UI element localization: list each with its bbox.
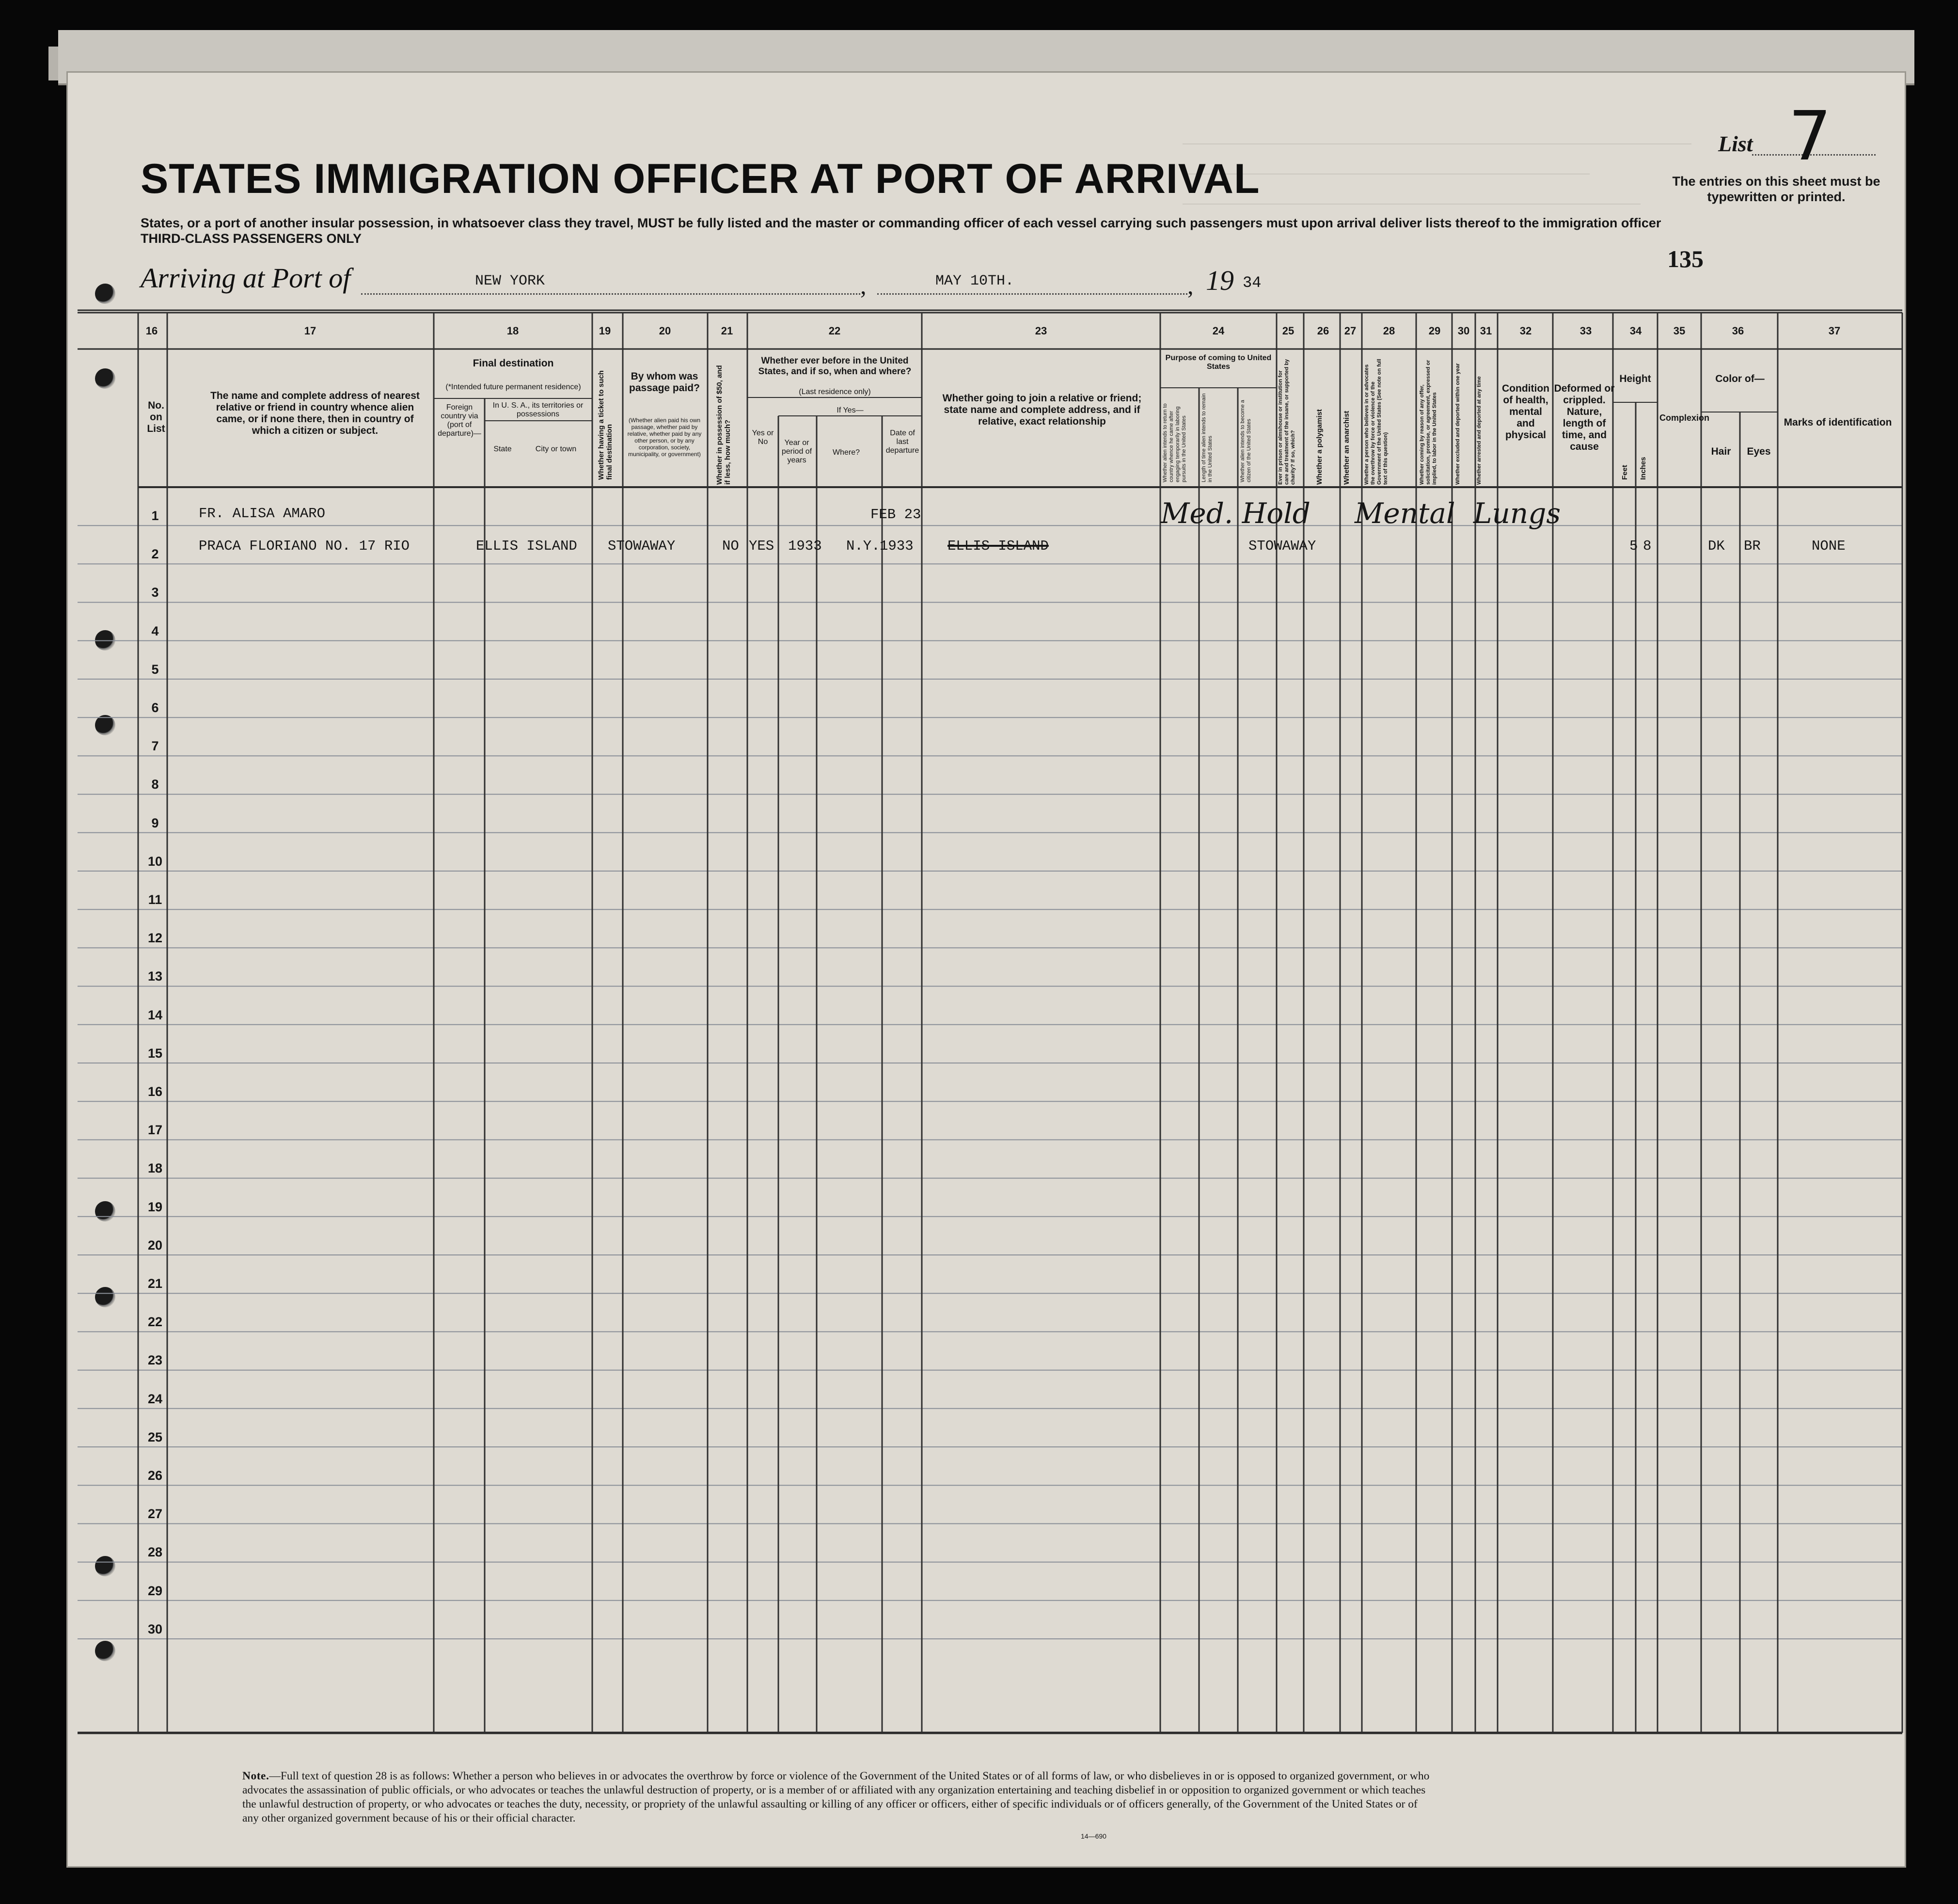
row-number: 18 <box>147 1161 163 1176</box>
row-number: 3 <box>151 585 159 600</box>
year-period-value: 1933 <box>788 538 822 554</box>
where-value: N.Y. <box>846 538 880 554</box>
column-number: 34 <box>1629 325 1642 337</box>
typewritten-notice: The entries on this sheet must be typewritten or printed. <box>1672 174 1880 204</box>
header-eyes: Eyes <box>1747 446 1771 457</box>
header-labor-offer: Whether coming by reason of any offer, solicitation, promise, or agreement, expressed or implied, to labor in the United States <box>1419 360 1437 485</box>
column-number: 16 <box>145 325 158 337</box>
note-text: —Full text of question 28 is as follows: Whether a person who believes in or advocates the overthrow by force or violence of the Government of the United States or of all forms of law, or who disbelieves in or is opposed to organized government, or who advocates the assassination of public officials, or who advocates or teaches the unlawful destruction of property, or is a member of or affiliated with any organization entertaining and teaching disbelief in or opposition to organized government or which teaches the unlawful destruction of property, or who advocates or teaches the duty, necessity, or propriety of the unlawful assaulting or killing of any officer or officers, either of specific individuals or of officers generally, of the Government of the United States or of any other organized government because of his or their official character. <box>242 1770 1430 1825</box>
header-purpose-return: Whether alien intends to return to country whence he came after engaging temporarily in laboring pursuits in the United States <box>1162 403 1187 482</box>
row-number: 7 <box>151 739 159 754</box>
header-joining-relative: Whether going to join a relative or friend; state name and complete address, and if relative, exact relationship <box>942 393 1142 427</box>
handwritten-lungs: Lungs <box>1473 497 1561 530</box>
row-number: 27 <box>147 1507 163 1522</box>
form-title: STATES IMMIGRATION OFFICER AT PORT OF ARRIVAL <box>141 156 1260 202</box>
year-prefix: 19 <box>1206 265 1234 296</box>
row-number: 21 <box>147 1276 163 1291</box>
header-year-period: Year or period of years <box>781 439 812 464</box>
header-passage-paid-note: (Whether alien paid his own passage, whether paid by relative, whether paid by any other person, or by any corporation, society, municipality, or government) <box>627 417 702 458</box>
row-number: 8 <box>151 777 159 792</box>
eye-color: BR <box>1744 538 1761 554</box>
fifty-dollars-value: NO <box>722 538 739 554</box>
column-number: 37 <box>1828 325 1841 337</box>
header-date-last-departure: Date of last departure <box>885 429 919 455</box>
last-departure-year: 1933 <box>880 538 914 554</box>
row-number: 5 <box>151 662 159 677</box>
header-final-destination-note: (*Intended future permanent residence) <box>445 383 581 391</box>
joining-relative-struck: ELLIS ISLAND <box>947 538 1049 554</box>
purpose-value: STOWAWAY <box>1248 538 1316 554</box>
row-number: 29 <box>147 1583 163 1598</box>
header-purpose-length: Length of time alien intends to remain in the United States <box>1201 393 1213 482</box>
header-ever-in-us: Whether ever before in the United States, and if so, when and where? <box>758 356 912 377</box>
header-feet: Feet <box>1621 465 1629 480</box>
column-number: 26 <box>1317 325 1329 337</box>
column-number: 19 <box>599 325 611 337</box>
column-number: 27 <box>1344 325 1357 337</box>
page-number: 135 <box>1667 245 1704 272</box>
column-number: 30 <box>1457 325 1470 337</box>
comma: , <box>1187 272 1194 299</box>
row-number: 9 <box>151 815 159 830</box>
column-number: 22 <box>828 325 841 337</box>
form-class-note: THIRD-CLASS PASSENGERS ONLY <box>141 231 362 246</box>
header-height: Height <box>1619 373 1651 384</box>
row-number: 30 <box>147 1621 163 1636</box>
header-where: Where? <box>832 448 860 457</box>
column-number: 25 <box>1282 325 1295 337</box>
row-number: 26 <box>147 1468 163 1483</box>
row-number: 1 <box>151 508 159 523</box>
row-number: 24 <box>147 1391 163 1406</box>
header-in-usa: In U. S. A., its territories or possessions <box>492 401 584 418</box>
last-departure-date: FEB 23 <box>870 507 921 523</box>
date-value: MAY 10TH. <box>935 273 1014 289</box>
column-number: 31 <box>1480 325 1492 337</box>
row-number: 6 <box>151 700 159 715</box>
list-number: 7 <box>1788 97 1832 176</box>
header-if-yes: If Yes— <box>837 406 864 414</box>
row-number: 19 <box>147 1199 163 1214</box>
row-number: 2 <box>151 547 159 562</box>
year-suffix: 34 <box>1243 274 1262 292</box>
handwritten-mental: Mental <box>1355 497 1455 530</box>
header-fifty-dollars: Whether in possession of $50, and if less, how much? <box>715 365 732 485</box>
header-state: State <box>493 445 512 453</box>
row-number: 22 <box>147 1315 163 1330</box>
header-yes-no: Yes or No <box>752 429 774 446</box>
column-number: 28 <box>1383 325 1395 337</box>
arriving-label: Arriving at Port of <box>141 262 351 294</box>
header-health: Condition of health, mental and physical <box>1502 383 1549 441</box>
header-anarchist: Whether an anarchist <box>1342 411 1351 485</box>
header-marks: Marks of identification <box>1784 417 1892 428</box>
note-label: Note. <box>242 1770 269 1782</box>
column-number: 32 <box>1519 325 1532 337</box>
row-number: 11 <box>148 892 162 907</box>
row-number: 12 <box>147 931 163 946</box>
relative-name: FR. ALISA AMARO <box>199 506 326 522</box>
row-number: 15 <box>147 1046 163 1061</box>
form-number: 14—690 <box>1081 1832 1106 1840</box>
identification-marks: NONE <box>1812 538 1846 554</box>
list-label: List <box>1718 131 1753 156</box>
row-number: 4 <box>151 623 159 638</box>
question-28-note <box>242 1769 1435 1825</box>
row-number: 10 <box>147 854 163 869</box>
header-excluded: Whether excluded and deported within one year <box>1455 363 1461 485</box>
row-number: 14 <box>147 1007 163 1022</box>
height-feet: 5 <box>1629 538 1638 554</box>
column-number: 36 <box>1732 325 1744 337</box>
header-arrested: Whether arrested and deported at any time <box>1476 376 1482 485</box>
header-passage-paid: By whom was passage paid? <box>629 371 700 394</box>
row-number: 16 <box>147 1084 163 1099</box>
header-purpose: Purpose of coming to United States <box>1165 354 1272 371</box>
header-city: City or town <box>535 445 577 453</box>
header-last-residence: (Last residence only) <box>799 388 871 396</box>
relative-address: PRACA FLORIANO NO. 17 RIO <box>199 538 410 554</box>
header-purpose-citizen: Whether alien intends to become a citizen of the United States <box>1240 400 1252 482</box>
row-number: 20 <box>147 1238 163 1253</box>
column-number: 35 <box>1673 325 1686 337</box>
header-hair: Hair <box>1711 446 1731 457</box>
row-number: 17 <box>147 1123 163 1138</box>
header-nearest-relative: The name and complete address of nearest relative or friend in country whence alien came, or if none there, then in country of which a citizen or subject. <box>210 390 420 436</box>
final-destination-state: ELLIS ISLAND <box>476 538 577 554</box>
form-subtitle: States, or a port of another insular possession, in whatsoever class they travel, MUST be fully listed and the master or commanding officer of each vessel carrying such passengers must upon arrival deliver lists thereof to the immigration officer <box>141 216 1661 230</box>
yes-no-value: YES <box>749 538 774 554</box>
handwritten-med-hold: Med. Hold <box>1161 497 1311 530</box>
column-number: 20 <box>659 325 671 337</box>
header-polygamist: Whether a polygamist <box>1315 409 1324 485</box>
column-number: 21 <box>721 325 733 337</box>
header-color: Color of— <box>1715 373 1765 384</box>
header-deformed: Deformed or crippled. Nature, length of time, and cause <box>1554 383 1615 452</box>
column-number: 29 <box>1428 325 1441 337</box>
passage-paid-by: STOWAWAY <box>608 538 676 554</box>
column-number: 17 <box>304 325 316 337</box>
header-ticket: Whether having a ticket to such final destination <box>597 370 614 480</box>
column-number: 33 <box>1579 325 1592 337</box>
row-number: 28 <box>147 1545 163 1560</box>
column-number: 18 <box>506 325 519 337</box>
height-inches: 8 <box>1643 538 1652 554</box>
column-number: 24 <box>1212 325 1225 337</box>
column-number: 23 <box>1035 325 1047 337</box>
port-value: NEW YORK <box>475 273 545 289</box>
header-inches: Inches <box>1639 457 1647 480</box>
header-foreign-country: Foreign country via (port of departure)— <box>438 403 481 438</box>
comma: , <box>860 272 867 299</box>
row-number: 25 <box>147 1429 163 1444</box>
header-question-28: Whether a person who believes in or advocates the overthrow by force or violence of the Government of the United States (See note on full text of this question) <box>1364 359 1389 485</box>
row-number: 13 <box>147 969 163 984</box>
header-complexion: Complexion <box>1659 413 1710 423</box>
header-final-destination: Final destination <box>473 358 554 369</box>
header-no-on-list: No. on List <box>147 400 165 434</box>
row-number: 23 <box>147 1353 163 1368</box>
header-prison: Ever in prison or almshouse or institution for care and treatment of the insane, or supported by charity? If so, which? <box>1278 359 1296 485</box>
hair-color: DK <box>1708 538 1725 554</box>
